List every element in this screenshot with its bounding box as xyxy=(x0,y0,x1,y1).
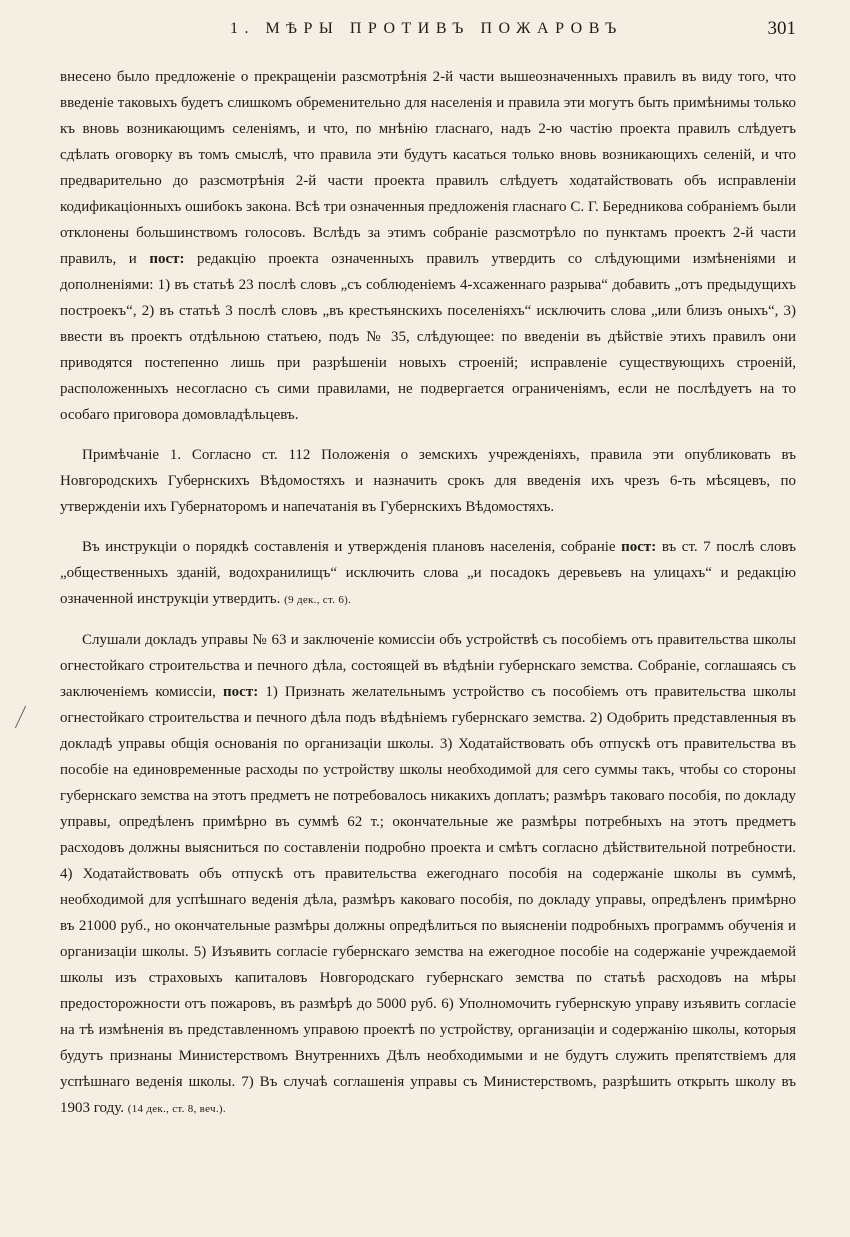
paragraph-text-after: въ ст. 7 послѣ словъ „общественныхъ зданій, водохранилищъ“ исключить слова „и посадокъ деревьевъ на улицахъ“ и редакцію означенной инструкціи утвердить. xyxy=(60,539,797,607)
session-reference: (14 дек., ст. 8, веч.). xyxy=(127,1103,226,1115)
session-reference: (9 дек., ст. 6). xyxy=(284,594,352,606)
paragraph-text: Слушали докладъ управы № 63 и заключеніе комиссіи объ устройствѣ съ пособіемъ отъ правительства школы огнестойкаго строительства и печного дѣла, состоящей въ вѣдѣніи губернскаго земства. Собраніе, соглашаясь съ заключеніемъ комиссіи, xyxy=(60,632,796,700)
page-header xyxy=(60,14,796,48)
page-number: 301 xyxy=(767,18,796,39)
paragraph-continuation xyxy=(60,64,796,428)
paragraph-text: внесено было предложеніе о прекращеніи разсмотрѣнія 2-й части вышеозначенныхъ правилъ въ виду того, что введеніе таковыхъ будетъ слишкомъ обременительно для населенія и правила эти могутъ быть примѣнимы только къ вновь возникающимъ селеніямъ, и что, по мнѣнію гласнаго, надъ 2-ю частію проекта правилъ слѣдуетъ сдѣлать оговорку въ томъ смыслѣ, что правила эти будутъ касаться только вновь возникающихъ селеній, и что предварительно до разсмотрѣнія 2-й части проекта правилъ слѣдуетъ ходатайствовать объ исправленіи кодификаціонныхъ ошибокъ закона. Всѣ три означенныя предложенія гласнаго С. Г. Бередникова собраніемъ были отклонены большинствомъ голосовъ. Вслѣдъ за этимъ собраніе разсмотрѣло по пунктамъ проектъ 2-й части правилъ, и xyxy=(60,69,796,267)
paragraph-text: Въ инструкціи о порядкѣ составленія и утвержденія плановъ населенія, собраніе xyxy=(82,539,616,555)
resolution-marker: пост: xyxy=(223,684,259,700)
paragraph-text-after: редакцію проекта означенныхъ правилъ утвердить со слѣдующими измѣненіями и дополненіями: 1) въ статьѣ 23 послѣ словъ „съ соблюденіемъ 4-хсаженнаго разрыва“ добавить „отъ предыдущихъ построекъ“, 2) въ статьѣ 3 послѣ словъ „въ крестьянскихъ поселеніяхъ“ исключить слова „или близъ оныхъ“, 3) ввести въ проектъ отдѣльною статьею, подъ № 35, слѣдующее: по введеніи въ дѣйствіе этихъ правилъ они приводятся постепенно лишь при разрѣшеніи новыхъ строеній; исправленіе существующихъ строеній, расположенныхъ несогласно съ сими правилами, не подвергается ограниченіямъ, если не послѣдуетъ на то особаго приговора домовладѣльцевъ. xyxy=(60,251,796,423)
paragraph-instruction xyxy=(60,534,796,613)
paragraph-text: Примѣчаніе 1. Согласно ст. 112 Положенія о земскихъ учрежденіяхъ, правила эти опубликовать въ Новгородскихъ Губернскихъ Вѣдомостяхъ и назначить срокъ для введенія ихъ чрезъ 6-ть мѣсяцевъ, по утвержденіи ихъ Губернаторомъ и напечатанія въ Губернскихъ Вѣдомостяхъ. xyxy=(60,447,796,515)
paragraph-note xyxy=(60,442,796,520)
resolution-marker: пост: xyxy=(621,539,657,555)
paragraph-text-after: 1) Признать желательнымъ устройство съ пособіемъ отъ правительства школы огнестойкаго строительства и печного дѣла подъ вѣдѣніемъ губернскаго земства. 2) Одобрить представленныя въ докладѣ управы общія основанія по организаціи школы. 3) Ходатайствовать объ отпускѣ отъ правительства въ пособіе на единовременные расходы по устройству школы необходимой для сего суммы такъ, чтобы со стороны губернскаго земства на этотъ предметъ не потребовалось никакихъ доплатъ; размѣръ таковаго пособія, по докладу управы, опредѣленъ примѣрно въ суммѣ 62 т.; окончательные же размѣры потребныхъ на этотъ предметъ расходовъ должны выясниться по составленіи подробно проекта и смѣтъ согласно дѣйствительной потребности. 4) Ходатайствовать объ отпускѣ отъ правительства ежегоднаго пособія на содержаніе школы въ суммѣ, необходимой для успѣшнаго веденія дѣла, размѣръ каковаго пособія, по докладу управы, опредѣленъ примѣрно въ 21000 руб., но окончательные размѣры должны опредѣлиться по выясненіи подробныхъ программъ обученія и организаціи школы. 5) Изъявить согласіе губернскаго земства на ежегодное пособіе на содержаніе учреждаемой школы изъ страховыхъ капиталовъ Новгородскаго губернскаго земства по статьѣ расходовъ на мѣры предосторожности отъ пожаровъ, въ размѣрѣ до 5000 руб. 6) Уполномочить губернскую управу изъявить согласіе на тѣ измѣненія въ представленномъ управою проектѣ по устройству, организаціи и содержанію школы, которыя будутъ признаны Министерствомъ Внутреннихъ Дѣлъ необходимыми и не будутъ служить препятствіемъ для успѣшнаго веденія школы. 7) Въ случаѣ соглашенія управы съ Министерствомъ, разрѣшить открыть школу въ 1903 году. xyxy=(60,684,797,1116)
document-body xyxy=(60,64,796,1122)
resolution-marker: пост: xyxy=(149,251,185,267)
running-title: 1. МѢРЫ ПРОТИВЪ ПОЖАРОВЪ xyxy=(230,20,623,37)
margin-pencil-mark xyxy=(15,706,36,728)
paragraph-school-report xyxy=(60,627,796,1122)
